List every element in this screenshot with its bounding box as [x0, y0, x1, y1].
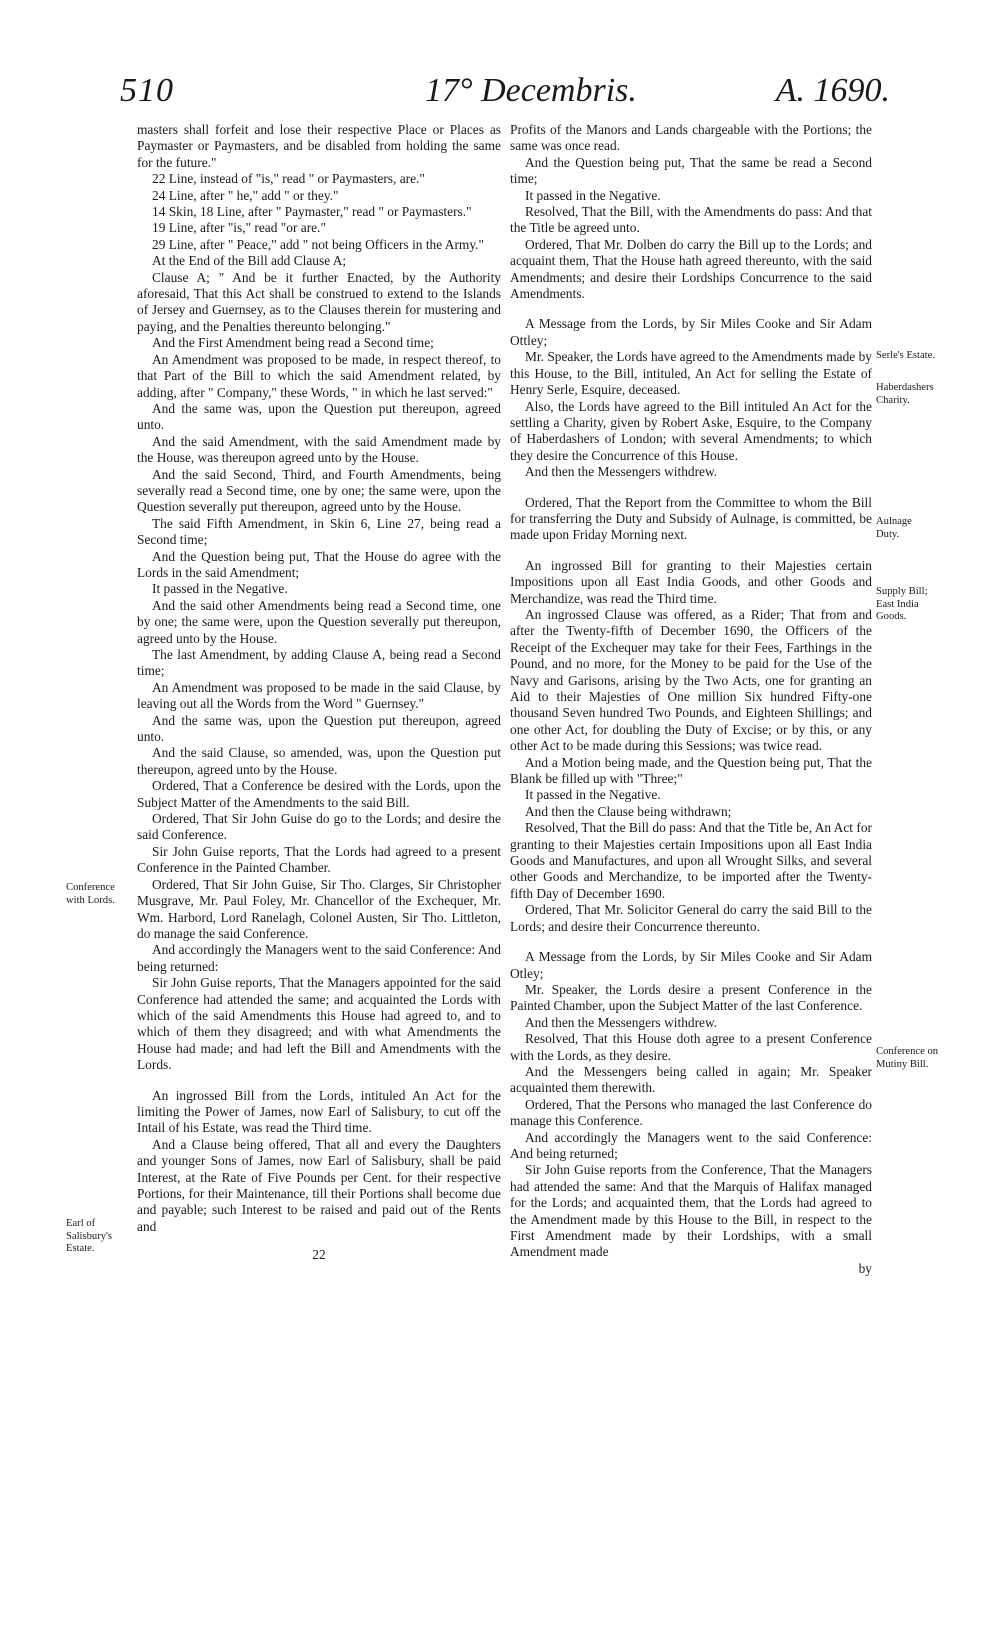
paragraph: Clause A; " And be it further Enacted, by the Authority aforesaid, That this Act shall be construed to extend to the Islands of Jersey and Guernsey, as to the Clauses therein for mustering and paying, and the Penalties thereunto belonging." [137, 269, 501, 334]
paragraph: Resolved, That the Bill, with the Amendments do pass: And that the Title be agreed unto. [510, 204, 872, 236]
paragraph: Ordered, That Sir John Guise, Sir Tho. Clarges, Sir Christopher Musgrave, Mr. Paul Foley, Mr. Chancellor of the Exchequer, Mr. Wm. Harbord, Lord Ranelagh, Colonel Austen, Sir Tho. Littleton, do manage the said Conference. [137, 876, 501, 941]
paragraph: A Message from the Lords, by Sir Miles Cooke and Sir Adam Otley; [510, 949, 872, 981]
paragraph: Ordered, That Mr. Solicitor General do carry the said Bill to the Lords; and desire their Concurrence thereunto. [510, 902, 872, 934]
paragraph: Sir John Guise reports, That the Managers appointed for the said Conference had attended the same; and acquainted the Lords with which of the said Amendments this House had agreed to, and to which of them they disagreed; and with what Amendments the House had made; and had left the Bill and Amendments with the Lords. [137, 975, 501, 1073]
paragraph: Mr. Speaker, the Lords have agreed to the Amendments made by this House, to the Bill, intituled, An Act for selling the Estate of Henry Serle, Esquire, deceased. [510, 349, 872, 398]
paragraph: An ingrossed Clause was offered, as a Rider; That from and after the Twenty-fifth of December 1690, the Officers of the Receipt of the Exchequer may take for their Fees, Farthings in the Pound, and no more, for the Money to be paid for the Use of the Navy and Garisons, arising by the Two Acts, one for granting an Aid to their Majesties of One million Six hundred Fifty-one thousand Seven hundred Two Pounds, and Eighteen Shillings; and one other Act, for doubling the Duty of Excise; or by this, or any other Act to be made during this Sessions; was twice read. [510, 606, 872, 754]
paragraph: And the First Amendment being read a Second time; [152, 335, 434, 351]
paragraph: Ordered, That a Conference be desired with the Lords, upon the Subject Matter of the Amendments to the said Bill. [137, 778, 501, 810]
paragraph: Sir John Guise reports from the Conference, That the Managers had attended the same: And that the Marquis of Halifax managed for the Lords; and acquainted them, that the Lords had agreed to the Amendment made by this House to the Bill, in respect to the First Amendment made by their Lordships, with a small Amendment made [510, 1162, 872, 1260]
paragraph: And the said other Amendments being read a Second time, one by one; the same were, upon the Question severally put thereupon, agreed unto by the House. [137, 597, 501, 646]
paragraph: And a Clause being offered, That all and every the Daughters and younger Sons of James, now Earl of Salisbury, shall be paid Interest, at the Rate of Five Pounds per Cent. for their respective Portions, for their Maintenance, till their Portions shall become due and payable; such Interest to be raised and paid out of the Rents and [137, 1136, 501, 1234]
paragraph: Also, the Lords have agreed to the Bill intituled An Act for the settling a Charity, given by Robert Aske, Esquire, to the Company of Haberdashers of London; with several Amendments; to which they desire the Concurrence of this House. [510, 398, 872, 463]
signature-mark: 22 [312, 1247, 326, 1263]
paragraph: The last Amendment, by adding Clause A, being read a Second time; [137, 647, 501, 679]
paragraph: A Message from the Lords, by Sir Miles Cooke and Sir Adam Ottley; [510, 316, 872, 348]
paragraph: And the Messengers being called in again; Mr. Speaker acquainted them therewith. [510, 1063, 872, 1096]
left-column [137, 122, 501, 1264]
paragraph: And the said Clause, so amended, was, upon the Question put thereupon, agreed unto by the House. [137, 745, 501, 777]
paragraph: At the End of the Bill add Clause A; [152, 253, 347, 269]
paragraph: masters shall forfeit and lose their respective Place or Places as Paymaster or Paymasters, and be disabled from holding the same for the future." [137, 122, 501, 170]
paragraph: And the same was, upon the Question put thereupon, agreed unto. [137, 400, 501, 433]
paragraph: And then the Messengers withdrew. [525, 1014, 718, 1030]
right-column [510, 122, 872, 1277]
margin-note-mutiny: Conference on Mutiny Bill. [876, 1046, 939, 1070]
paragraph: An ingrossed Bill for granting to their Majesties certain Impositions upon all East India Goods, and other Goods and Merchandize, was read the Third time. [510, 557, 872, 606]
paragraph: Resolved, That this House doth agree to a present Conference with the Lords, as they desire. [510, 1031, 872, 1063]
paragraph: The said Fifth Amendment, in Skin 6, Line 27, being read a Second time; [137, 515, 501, 548]
paragraph: And accordingly the Managers went to the said Conference: And being returned; [510, 1129, 872, 1161]
paragraph: 24 Line, after " he," add " or they." [152, 187, 339, 203]
paragraph: Sir John Guise reports, That the Lords had agreed to a present Conference in the Painted Chamber. [137, 843, 501, 876]
paragraph: And then the Messengers withdrew. [525, 464, 718, 480]
paragraph: And the Question being put, That the House do agree with the Lords in the said Amendment; [137, 548, 501, 580]
margin-note-aulnage: Aulnage Duty. [876, 516, 912, 540]
margin-note-serle: Serle's Estate. [876, 350, 935, 361]
paragraph: And the said Amendment, with the said Amendment made by the House, was thereupon agreed unto by the House. [137, 433, 501, 466]
paragraph: Profits of the Manors and Lands chargeable with the Portions; the same was once read. [510, 122, 872, 154]
paragraph: And the said Second, Third, and Fourth Amendments, being severally read a Second time, one by one; the same were, upon the Question severally put thereupon, agreed unto by the House. [137, 466, 501, 515]
running-title: 17° Decembris. [425, 72, 637, 109]
paragraph: Ordered, That the Report from the Committee to whom the Bill for transferring the Duty and Subsidy of Aulnage, is committed, be made upon Friday Morning next. [510, 494, 872, 543]
paragraph: Mr. Speaker, the Lords desire a present Conference in the Painted Chamber, upon the Subject Matter of the last Conference. [510, 981, 872, 1014]
paragraph: An Amendment was proposed to be made, in respect thereof, to that Part of the Bill to which the said Amendment related, by adding, after " Company," these Words, " in which he last served:" [137, 351, 501, 400]
paragraph: Ordered, That the Persons who managed the last Conference do manage this Conference. [510, 1096, 872, 1129]
margin-note-salisbury: Earl of Salisbury's Estate. [66, 1218, 113, 1254]
paragraph: An ingrossed Bill from the Lords, intituled An Act for the limiting the Power of James, now Earl of Salisbury, to cut off the Intail of his Estate, was read the Third time. [137, 1087, 501, 1136]
paragraph: Resolved, That the Bill do pass: And that the Title be, An Act for granting to their Majesties certain Impositions upon all East India Goods and Manufactures, and upon all Wrought Silks, and several other Goods and Merchandize, to be imported after the Twenty-fifth Day of December 1690. [510, 820, 872, 901]
paragraph: And the same was, upon the Question put thereupon, agreed unto. [137, 712, 501, 745]
paragraph: It passed in the Negative. [525, 187, 661, 203]
paragraph: 19 Line, after "is," read "or are." [152, 220, 326, 236]
paragraph: And the Question being put, That the same be read a Second time; [510, 154, 872, 187]
paragraph: 22 Line, instead of "is," read " or Paymasters, are." [152, 171, 425, 187]
catchword: by [858, 1260, 872, 1276]
margin-note-conference: Conference with Lords. [66, 882, 115, 906]
paragraph: An Amendment was proposed to be made in the said Clause, by leaving out all the Words from the Word " Guernsey." [137, 679, 501, 712]
running-year: A. 1690. [775, 72, 890, 109]
paragraph: 14 Skin, 18 Line, after " Paymaster," read " or Paymasters." [152, 204, 472, 220]
page-header [120, 72, 890, 116]
paragraph: Ordered, That Sir John Guise do go to the Lords; and desire the said Conference. [137, 811, 501, 843]
paragraph: And then the Clause being withdrawn; [525, 803, 732, 819]
paragraph: Ordered, That Mr. Dolben do carry the Bill up to the Lords; and acquaint them, That the House hath agreed thereunto, with the said Amendments; and desire their Lordships Concurrence to the said Amendments. [510, 236, 872, 302]
margin-note-supply: Supply Bill; East India Goods. [876, 586, 928, 622]
paragraph: It passed in the Negative. [525, 787, 661, 803]
paragraph: And accordingly the Managers went to the said Conference: And being returned: [137, 942, 501, 974]
paragraph: It passed in the Negative. [152, 581, 288, 597]
page-number: 510 [120, 72, 174, 109]
paragraph: 29 Line, after " Peace," add " not being Officers in the Army." [152, 236, 484, 252]
margin-note-haberdashers: Haberdashers Charity. [876, 382, 934, 406]
paragraph: And a Motion being made, and the Question being put, That the Blank be filled up with "Three;" [510, 754, 872, 787]
